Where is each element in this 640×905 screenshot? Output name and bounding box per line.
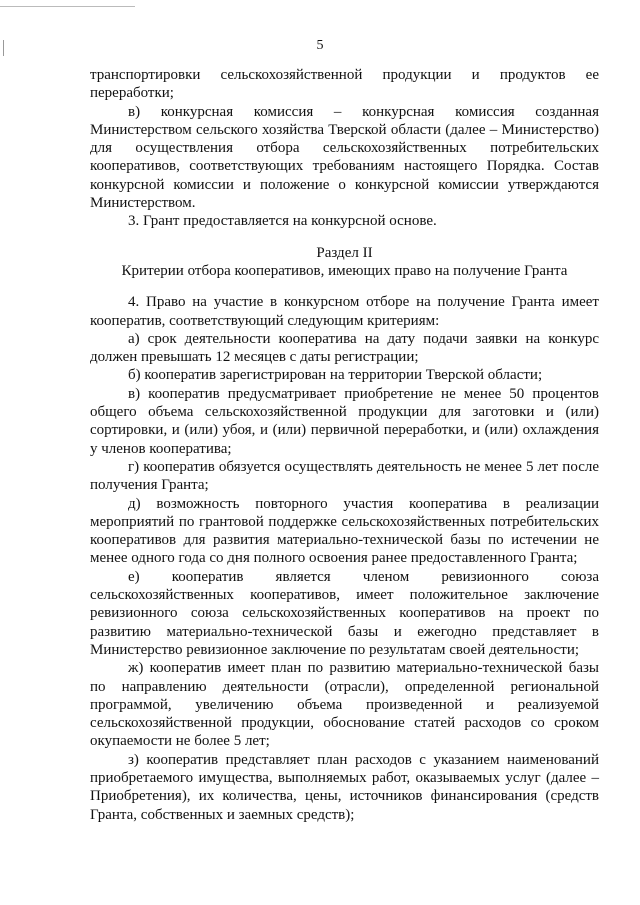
scan-edge-line	[0, 6, 135, 7]
document-body	[90, 66, 599, 824]
criterion-z: з) кооператив представляет план расходов с указанием наименований приобретаемого имущества, выполняемых работ, оказываемых услуг (далее – Приобретения), их количества, цены, источников финансирования (средств Гранта, собственных и заемных средств);	[90, 751, 599, 823]
paragraph-item-3: 3. Грант предоставляется на конкурсной основе.	[128, 213, 437, 230]
paragraph-item-4: 4. Право на участие в конкурсном отборе на получение Гранта имеет кооператив, соответствующий следующим критериям:	[90, 294, 599, 329]
criterion-b: б) кооператив зарегистрирован на территории Тверской области;	[128, 367, 543, 384]
section-subtitle: Критерии отбора кооперативов, имеющих право на получение Гранта	[121, 262, 568, 279]
paragraph-definition-v: в) конкурсная комиссия – конкурсная комиссия созданная Министерством сельского хозяйства Тверской области (далее – Министерство) для осуществления отбора сельскохозяйственных потребительских кооперативов, соответствующих требованиям настоящего Порядка. Состав конкурсной комиссии и положение о конкурсной комиссии утверждаются Министерством.	[90, 103, 599, 212]
criterion-g: г) кооператив обязуется осуществлять деятельность не менее 5 лет после получения Гранта;	[90, 458, 599, 494]
criterion-zh: ж) кооператив имеет план по развитию материально-технической базы по направлению деятельности (отрасли), определенной региональной программой, увеличению объема произведенной и реализуемой сельскохозяйственной продукции, обоснование статей расходов со сроком окупаемости не более 5 лет;	[90, 660, 599, 750]
page-number: 5	[316, 38, 324, 53]
criterion-a: а) срок деятельности кооператива на дату подачи заявки на конкурс должен превышать 12 месяцев с даты регистрации;	[90, 330, 599, 366]
criterion-v: в) кооператив предусматривает приобретение не менее 50 процентов общего объема сельскохозяйственной продукции для заготовки и (или) сортировки, и (или) убоя, и (или) первичной переработки, и (или) охлаждения у членов кооператива;	[90, 385, 599, 457]
criterion-d: д) возможность повторного участия кооператива в реализации мероприятий по грантовой поддержке сельскохозяйственных потребительских кооперативов для развития материально-технической базы по истечении не менее одного года со дня полного освоения ранее предоставленного Гранта;	[90, 495, 599, 567]
section-title: Раздел II	[316, 244, 373, 261]
paragraph-continuation: транспортировки сельскохозяйственной продукции и продуктов ее переработки;	[90, 67, 599, 102]
criterion-e: е) кооператив является членом ревизионного союза сельскохозяйственных кооперативов, имеет положительное заключение ревизионного союза сельскохозяйственных кооперативов на проект по развитию материально-технической базы и ежегодно представляет в Министерство ревизионное заключение по результатам своей деятельности;	[90, 568, 599, 658]
